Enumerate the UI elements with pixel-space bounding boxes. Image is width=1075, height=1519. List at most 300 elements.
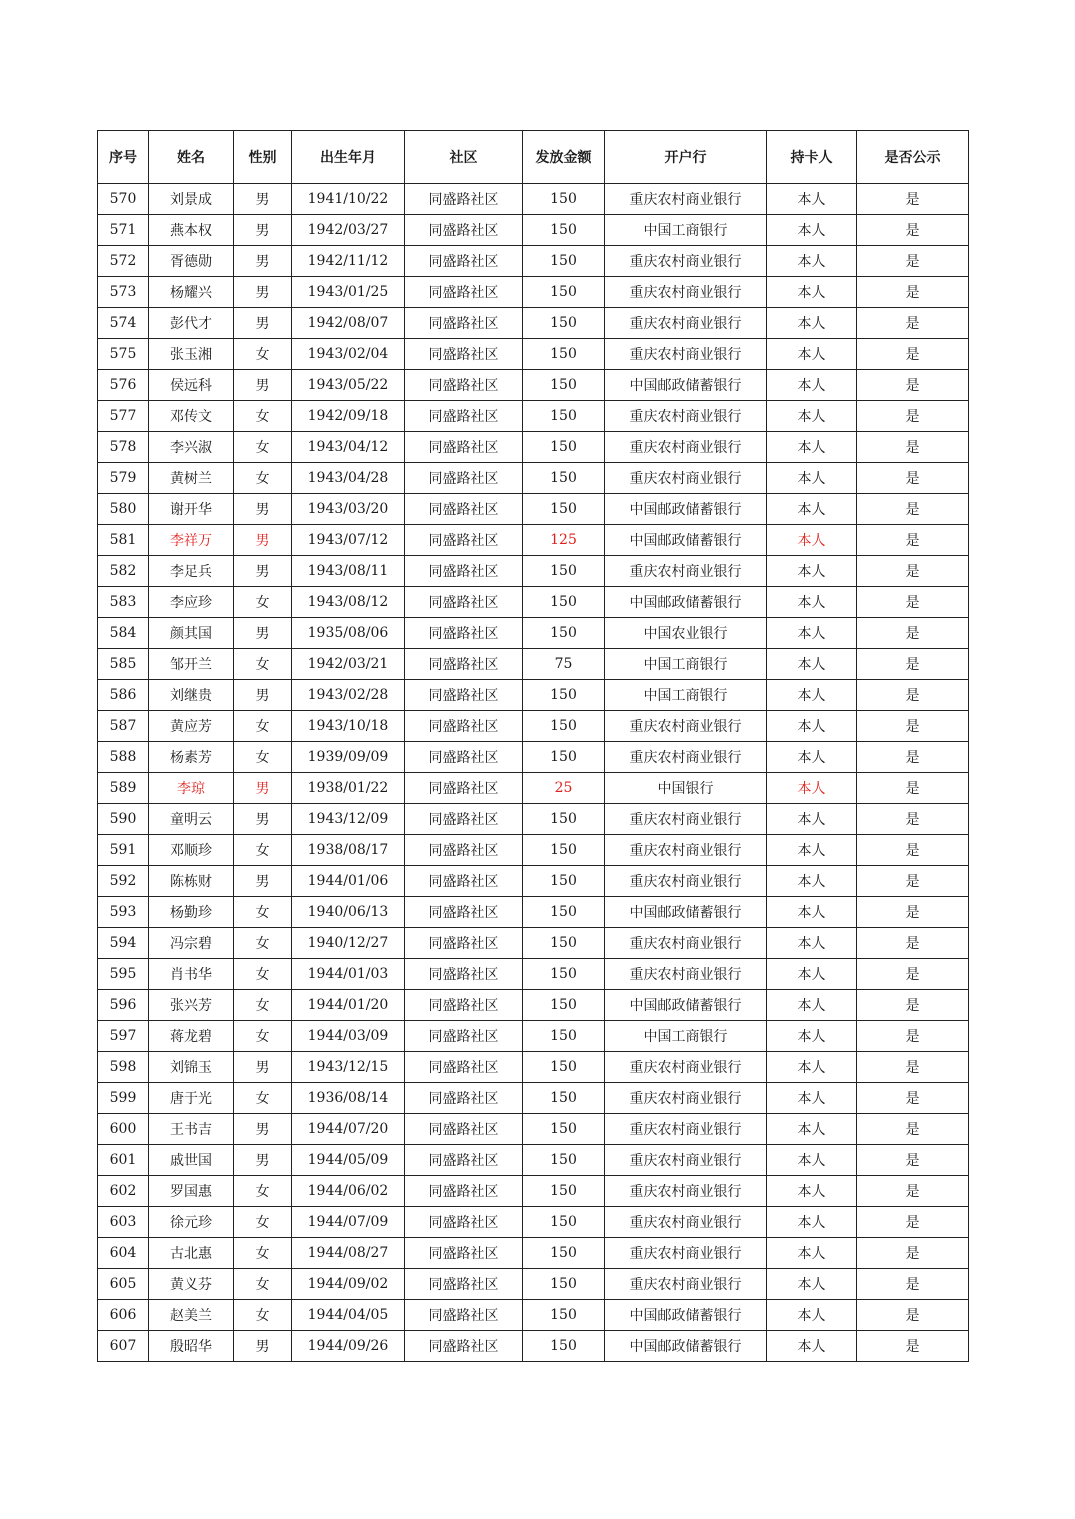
cell-community: 同盛路社区 bbox=[405, 835, 523, 866]
table-row bbox=[98, 1300, 969, 1331]
cell-amount: 150 bbox=[523, 990, 605, 1021]
table-row bbox=[98, 1083, 969, 1114]
cell-community: 同盛路社区 bbox=[405, 1207, 523, 1238]
cell-birth-date: 1944/09/02 bbox=[292, 1269, 405, 1300]
cell-publicized: 是 bbox=[857, 432, 969, 463]
cell-publicized: 是 bbox=[857, 1207, 969, 1238]
cell-birth-date: 1941/10/22 bbox=[292, 184, 405, 215]
header-gender: 性别 bbox=[234, 131, 292, 184]
cell-serial: 582 bbox=[98, 556, 149, 587]
cell-birth-date: 1943/05/22 bbox=[292, 370, 405, 401]
cell-birth-date: 1943/08/12 bbox=[292, 587, 405, 618]
cell-community: 同盛路社区 bbox=[405, 1083, 523, 1114]
table-body bbox=[98, 184, 969, 1362]
table-row bbox=[98, 277, 969, 308]
cell-amount: 150 bbox=[523, 928, 605, 959]
cell-name: 燕本权 bbox=[149, 215, 234, 246]
cell-cardholder: 本人 bbox=[767, 1083, 857, 1114]
cell-serial: 583 bbox=[98, 587, 149, 618]
cell-community: 同盛路社区 bbox=[405, 1269, 523, 1300]
cell-amount: 150 bbox=[523, 1269, 605, 1300]
cell-community: 同盛路社区 bbox=[405, 1331, 523, 1362]
cell-amount: 25 bbox=[523, 773, 605, 804]
cell-gender: 男 bbox=[234, 215, 292, 246]
cell-birth-date: 1944/03/09 bbox=[292, 1021, 405, 1052]
cell-name: 侯远科 bbox=[149, 370, 234, 401]
cell-gender: 男 bbox=[234, 618, 292, 649]
cell-gender: 女 bbox=[234, 835, 292, 866]
cell-name: 杨耀兴 bbox=[149, 277, 234, 308]
cell-community: 同盛路社区 bbox=[405, 184, 523, 215]
cell-cardholder: 本人 bbox=[767, 308, 857, 339]
cell-amount: 150 bbox=[523, 1021, 605, 1052]
cell-birth-date: 1943/12/09 bbox=[292, 804, 405, 835]
table-row bbox=[98, 370, 969, 401]
cell-publicized: 是 bbox=[857, 215, 969, 246]
cell-amount: 125 bbox=[523, 525, 605, 556]
cell-gender: 女 bbox=[234, 432, 292, 463]
cell-serial: 602 bbox=[98, 1176, 149, 1207]
table-row bbox=[98, 184, 969, 215]
cell-name: 童明云 bbox=[149, 804, 234, 835]
cell-bank: 中国银行 bbox=[605, 773, 767, 804]
cell-name: 邹开兰 bbox=[149, 649, 234, 680]
cell-amount: 150 bbox=[523, 1207, 605, 1238]
table-row bbox=[98, 215, 969, 246]
cell-cardholder: 本人 bbox=[767, 463, 857, 494]
cell-serial: 587 bbox=[98, 711, 149, 742]
cell-serial: 589 bbox=[98, 773, 149, 804]
cell-serial: 585 bbox=[98, 649, 149, 680]
cell-bank: 中国邮政储蓄银行 bbox=[605, 990, 767, 1021]
cell-cardholder: 本人 bbox=[767, 1207, 857, 1238]
cell-gender: 女 bbox=[234, 1207, 292, 1238]
cell-serial: 597 bbox=[98, 1021, 149, 1052]
cell-gender: 女 bbox=[234, 401, 292, 432]
cell-cardholder: 本人 bbox=[767, 1238, 857, 1269]
cell-gender: 女 bbox=[234, 1083, 292, 1114]
subsidy-roster-table bbox=[97, 130, 969, 1362]
cell-amount: 75 bbox=[523, 649, 605, 680]
cell-amount: 150 bbox=[523, 463, 605, 494]
cell-publicized: 是 bbox=[857, 1083, 969, 1114]
cell-community: 同盛路社区 bbox=[405, 587, 523, 618]
cell-serial: 578 bbox=[98, 432, 149, 463]
table-row bbox=[98, 463, 969, 494]
cell-community: 同盛路社区 bbox=[405, 680, 523, 711]
cell-publicized: 是 bbox=[857, 618, 969, 649]
cell-publicized: 是 bbox=[857, 1331, 969, 1362]
cell-name: 戚世国 bbox=[149, 1145, 234, 1176]
cell-community: 同盛路社区 bbox=[405, 742, 523, 773]
cell-cardholder: 本人 bbox=[767, 184, 857, 215]
cell-birth-date: 1942/03/21 bbox=[292, 649, 405, 680]
cell-amount: 150 bbox=[523, 1052, 605, 1083]
cell-bank: 重庆农村商业银行 bbox=[605, 339, 767, 370]
table-row bbox=[98, 1176, 969, 1207]
cell-serial: 599 bbox=[98, 1083, 149, 1114]
cell-gender: 男 bbox=[234, 1331, 292, 1362]
cell-community: 同盛路社区 bbox=[405, 277, 523, 308]
cell-bank: 中国邮政储蓄银行 bbox=[605, 494, 767, 525]
cell-name: 李足兵 bbox=[149, 556, 234, 587]
cell-birth-date: 1943/04/28 bbox=[292, 463, 405, 494]
table-row bbox=[98, 866, 969, 897]
cell-bank: 重庆农村商业银行 bbox=[605, 401, 767, 432]
cell-gender: 女 bbox=[234, 928, 292, 959]
cell-publicized: 是 bbox=[857, 494, 969, 525]
cell-community: 同盛路社区 bbox=[405, 401, 523, 432]
cell-birth-date: 1944/04/05 bbox=[292, 1300, 405, 1331]
cell-gender: 男 bbox=[234, 556, 292, 587]
cell-name: 李应珍 bbox=[149, 587, 234, 618]
cell-community: 同盛路社区 bbox=[405, 463, 523, 494]
cell-serial: 581 bbox=[98, 525, 149, 556]
cell-bank: 中国工商银行 bbox=[605, 1021, 767, 1052]
cell-bank: 中国工商银行 bbox=[605, 649, 767, 680]
cell-amount: 150 bbox=[523, 1331, 605, 1362]
cell-community: 同盛路社区 bbox=[405, 525, 523, 556]
cell-publicized: 是 bbox=[857, 990, 969, 1021]
cell-gender: 女 bbox=[234, 742, 292, 773]
cell-cardholder: 本人 bbox=[767, 587, 857, 618]
table-row bbox=[98, 494, 969, 525]
cell-amount: 150 bbox=[523, 1238, 605, 1269]
cell-name: 彭代才 bbox=[149, 308, 234, 339]
table-row bbox=[98, 680, 969, 711]
cell-bank: 重庆农村商业银行 bbox=[605, 1145, 767, 1176]
cell-birth-date: 1942/11/12 bbox=[292, 246, 405, 277]
cell-bank: 重庆农村商业银行 bbox=[605, 1238, 767, 1269]
cell-gender: 女 bbox=[234, 1021, 292, 1052]
cell-name: 殷昭华 bbox=[149, 1331, 234, 1362]
cell-gender: 女 bbox=[234, 897, 292, 928]
cell-bank: 重庆农村商业银行 bbox=[605, 866, 767, 897]
cell-bank: 重庆农村商业银行 bbox=[605, 928, 767, 959]
cell-community: 同盛路社区 bbox=[405, 339, 523, 370]
cell-cardholder: 本人 bbox=[767, 618, 857, 649]
cell-serial: 601 bbox=[98, 1145, 149, 1176]
cell-name: 黄应芳 bbox=[149, 711, 234, 742]
cell-amount: 150 bbox=[523, 587, 605, 618]
cell-publicized: 是 bbox=[857, 246, 969, 277]
cell-serial: 576 bbox=[98, 370, 149, 401]
cell-gender: 女 bbox=[234, 1238, 292, 1269]
cell-name: 李琼 bbox=[149, 773, 234, 804]
cell-amount: 150 bbox=[523, 804, 605, 835]
cell-bank: 重庆农村商业银行 bbox=[605, 1052, 767, 1083]
cell-publicized: 是 bbox=[857, 804, 969, 835]
cell-name: 张兴芳 bbox=[149, 990, 234, 1021]
cell-serial: 584 bbox=[98, 618, 149, 649]
cell-publicized: 是 bbox=[857, 680, 969, 711]
cell-birth-date: 1944/06/02 bbox=[292, 1176, 405, 1207]
cell-serial: 594 bbox=[98, 928, 149, 959]
cell-serial: 573 bbox=[98, 277, 149, 308]
cell-birth-date: 1943/04/12 bbox=[292, 432, 405, 463]
table-row bbox=[98, 587, 969, 618]
cell-birth-date: 1944/05/09 bbox=[292, 1145, 405, 1176]
cell-publicized: 是 bbox=[857, 742, 969, 773]
cell-birth-date: 1938/01/22 bbox=[292, 773, 405, 804]
table-row bbox=[98, 773, 969, 804]
table-row bbox=[98, 804, 969, 835]
table-row bbox=[98, 246, 969, 277]
cell-name: 赵美兰 bbox=[149, 1300, 234, 1331]
cell-amount: 150 bbox=[523, 556, 605, 587]
cell-bank: 中国邮政储蓄银行 bbox=[605, 525, 767, 556]
cell-serial: 577 bbox=[98, 401, 149, 432]
cell-birth-date: 1942/03/27 bbox=[292, 215, 405, 246]
cell-name: 李兴淑 bbox=[149, 432, 234, 463]
cell-bank: 重庆农村商业银行 bbox=[605, 742, 767, 773]
cell-bank: 重庆农村商业银行 bbox=[605, 804, 767, 835]
cell-publicized: 是 bbox=[857, 525, 969, 556]
cell-name: 邓顺珍 bbox=[149, 835, 234, 866]
cell-cardholder: 本人 bbox=[767, 215, 857, 246]
cell-birth-date: 1942/08/07 bbox=[292, 308, 405, 339]
cell-cardholder: 本人 bbox=[767, 401, 857, 432]
cell-amount: 150 bbox=[523, 1114, 605, 1145]
cell-gender: 男 bbox=[234, 494, 292, 525]
cell-publicized: 是 bbox=[857, 866, 969, 897]
cell-serial: 570 bbox=[98, 184, 149, 215]
cell-cardholder: 本人 bbox=[767, 1021, 857, 1052]
cell-serial: 600 bbox=[98, 1114, 149, 1145]
cell-amount: 150 bbox=[523, 866, 605, 897]
cell-cardholder: 本人 bbox=[767, 990, 857, 1021]
cell-birth-date: 1944/09/26 bbox=[292, 1331, 405, 1362]
table-row bbox=[98, 525, 969, 556]
cell-birth-date: 1943/12/15 bbox=[292, 1052, 405, 1083]
header-bank: 开户行 bbox=[605, 131, 767, 184]
table-row bbox=[98, 339, 969, 370]
cell-birth-date: 1944/01/03 bbox=[292, 959, 405, 990]
cell-cardholder: 本人 bbox=[767, 804, 857, 835]
cell-amount: 150 bbox=[523, 184, 605, 215]
cell-bank: 中国邮政储蓄银行 bbox=[605, 897, 767, 928]
cell-gender: 女 bbox=[234, 1269, 292, 1300]
cell-serial: 588 bbox=[98, 742, 149, 773]
cell-amount: 150 bbox=[523, 680, 605, 711]
cell-birth-date: 1943/08/11 bbox=[292, 556, 405, 587]
cell-community: 同盛路社区 bbox=[405, 1176, 523, 1207]
cell-name: 杨素芳 bbox=[149, 742, 234, 773]
cell-cardholder: 本人 bbox=[767, 1331, 857, 1362]
cell-name: 唐于光 bbox=[149, 1083, 234, 1114]
cell-cardholder: 本人 bbox=[767, 525, 857, 556]
table-row bbox=[98, 1331, 969, 1362]
cell-community: 同盛路社区 bbox=[405, 1300, 523, 1331]
cell-gender: 女 bbox=[234, 649, 292, 680]
cell-serial: 571 bbox=[98, 215, 149, 246]
cell-gender: 女 bbox=[234, 1176, 292, 1207]
cell-cardholder: 本人 bbox=[767, 1052, 857, 1083]
cell-publicized: 是 bbox=[857, 1269, 969, 1300]
cell-serial: 575 bbox=[98, 339, 149, 370]
cell-birth-date: 1943/10/18 bbox=[292, 711, 405, 742]
cell-name: 徐元珍 bbox=[149, 1207, 234, 1238]
cell-bank: 重庆农村商业银行 bbox=[605, 1269, 767, 1300]
cell-community: 同盛路社区 bbox=[405, 773, 523, 804]
cell-bank: 重庆农村商业银行 bbox=[605, 959, 767, 990]
cell-serial: 579 bbox=[98, 463, 149, 494]
cell-bank: 中国邮政储蓄银行 bbox=[605, 370, 767, 401]
table-row bbox=[98, 1238, 969, 1269]
cell-bank: 中国农业银行 bbox=[605, 618, 767, 649]
cell-gender: 男 bbox=[234, 1145, 292, 1176]
cell-bank: 重庆农村商业银行 bbox=[605, 463, 767, 494]
cell-name: 黄义芬 bbox=[149, 1269, 234, 1300]
cell-birth-date: 1940/06/13 bbox=[292, 897, 405, 928]
cell-amount: 150 bbox=[523, 711, 605, 742]
cell-community: 同盛路社区 bbox=[405, 370, 523, 401]
cell-community: 同盛路社区 bbox=[405, 866, 523, 897]
cell-publicized: 是 bbox=[857, 339, 969, 370]
cell-publicized: 是 bbox=[857, 308, 969, 339]
cell-community: 同盛路社区 bbox=[405, 990, 523, 1021]
cell-gender: 男 bbox=[234, 804, 292, 835]
cell-bank: 重庆农村商业银行 bbox=[605, 1114, 767, 1145]
cell-cardholder: 本人 bbox=[767, 1269, 857, 1300]
table-row bbox=[98, 1052, 969, 1083]
cell-bank: 中国工商银行 bbox=[605, 680, 767, 711]
cell-gender: 男 bbox=[234, 1114, 292, 1145]
cell-publicized: 是 bbox=[857, 897, 969, 928]
cell-community: 同盛路社区 bbox=[405, 432, 523, 463]
cell-serial: 593 bbox=[98, 897, 149, 928]
cell-cardholder: 本人 bbox=[767, 711, 857, 742]
cell-community: 同盛路社区 bbox=[405, 494, 523, 525]
cell-publicized: 是 bbox=[857, 1176, 969, 1207]
cell-name: 罗国惠 bbox=[149, 1176, 234, 1207]
cell-bank: 重庆农村商业银行 bbox=[605, 835, 767, 866]
cell-name: 刘锦玉 bbox=[149, 1052, 234, 1083]
cell-gender: 女 bbox=[234, 959, 292, 990]
cell-serial: 605 bbox=[98, 1269, 149, 1300]
cell-serial: 590 bbox=[98, 804, 149, 835]
cell-bank: 中国邮政储蓄银行 bbox=[605, 1300, 767, 1331]
table-row bbox=[98, 928, 969, 959]
cell-name: 张玉湘 bbox=[149, 339, 234, 370]
table-row bbox=[98, 1021, 969, 1052]
cell-publicized: 是 bbox=[857, 649, 969, 680]
cell-publicized: 是 bbox=[857, 1300, 969, 1331]
cell-amount: 150 bbox=[523, 339, 605, 370]
cell-cardholder: 本人 bbox=[767, 370, 857, 401]
cell-community: 同盛路社区 bbox=[405, 897, 523, 928]
cell-amount: 150 bbox=[523, 835, 605, 866]
cell-gender: 男 bbox=[234, 246, 292, 277]
cell-birth-date: 1938/08/17 bbox=[292, 835, 405, 866]
cell-cardholder: 本人 bbox=[767, 432, 857, 463]
cell-bank: 重庆农村商业银行 bbox=[605, 184, 767, 215]
cell-publicized: 是 bbox=[857, 184, 969, 215]
table-row bbox=[98, 1145, 969, 1176]
cell-bank: 重庆农村商业银行 bbox=[605, 432, 767, 463]
cell-gender: 男 bbox=[234, 525, 292, 556]
cell-name: 冯宗碧 bbox=[149, 928, 234, 959]
cell-publicized: 是 bbox=[857, 370, 969, 401]
cell-name: 陈栋财 bbox=[149, 866, 234, 897]
table-row bbox=[98, 1269, 969, 1300]
cell-serial: 592 bbox=[98, 866, 149, 897]
table-row bbox=[98, 618, 969, 649]
cell-birth-date: 1943/03/20 bbox=[292, 494, 405, 525]
cell-publicized: 是 bbox=[857, 1021, 969, 1052]
table-row bbox=[98, 556, 969, 587]
header-publicized: 是否公示 bbox=[857, 131, 969, 184]
cell-serial: 606 bbox=[98, 1300, 149, 1331]
cell-gender: 男 bbox=[234, 184, 292, 215]
cell-cardholder: 本人 bbox=[767, 897, 857, 928]
table-row bbox=[98, 897, 969, 928]
header-cardholder: 持卡人 bbox=[767, 131, 857, 184]
cell-name: 王书吉 bbox=[149, 1114, 234, 1145]
cell-cardholder: 本人 bbox=[767, 742, 857, 773]
cell-birth-date: 1943/07/12 bbox=[292, 525, 405, 556]
cell-gender: 男 bbox=[234, 866, 292, 897]
cell-serial: 574 bbox=[98, 308, 149, 339]
cell-cardholder: 本人 bbox=[767, 773, 857, 804]
cell-name: 颜其国 bbox=[149, 618, 234, 649]
cell-cardholder: 本人 bbox=[767, 556, 857, 587]
cell-community: 同盛路社区 bbox=[405, 959, 523, 990]
cell-cardholder: 本人 bbox=[767, 649, 857, 680]
cell-amount: 150 bbox=[523, 401, 605, 432]
cell-amount: 150 bbox=[523, 897, 605, 928]
cell-bank: 重庆农村商业银行 bbox=[605, 308, 767, 339]
cell-cardholder: 本人 bbox=[767, 494, 857, 525]
cell-name: 胥德勋 bbox=[149, 246, 234, 277]
cell-amount: 150 bbox=[523, 494, 605, 525]
cell-gender: 男 bbox=[234, 370, 292, 401]
cell-amount: 150 bbox=[523, 1176, 605, 1207]
cell-gender: 男 bbox=[234, 277, 292, 308]
table-row bbox=[98, 401, 969, 432]
cell-bank: 重庆农村商业银行 bbox=[605, 277, 767, 308]
cell-name: 古北惠 bbox=[149, 1238, 234, 1269]
cell-cardholder: 本人 bbox=[767, 1145, 857, 1176]
table-header-row bbox=[98, 131, 969, 184]
cell-gender: 男 bbox=[234, 1052, 292, 1083]
cell-community: 同盛路社区 bbox=[405, 1021, 523, 1052]
cell-serial: 604 bbox=[98, 1238, 149, 1269]
table-row bbox=[98, 990, 969, 1021]
cell-gender: 女 bbox=[234, 990, 292, 1021]
cell-gender: 男 bbox=[234, 773, 292, 804]
cell-publicized: 是 bbox=[857, 556, 969, 587]
cell-publicized: 是 bbox=[857, 1052, 969, 1083]
header-amount: 发放金额 bbox=[523, 131, 605, 184]
cell-serial: 580 bbox=[98, 494, 149, 525]
cell-gender: 女 bbox=[234, 463, 292, 494]
cell-amount: 150 bbox=[523, 618, 605, 649]
cell-amount: 150 bbox=[523, 742, 605, 773]
cell-publicized: 是 bbox=[857, 959, 969, 990]
cell-cardholder: 本人 bbox=[767, 1176, 857, 1207]
table-row bbox=[98, 835, 969, 866]
cell-community: 同盛路社区 bbox=[405, 928, 523, 959]
cell-cardholder: 本人 bbox=[767, 277, 857, 308]
cell-serial: 595 bbox=[98, 959, 149, 990]
cell-community: 同盛路社区 bbox=[405, 618, 523, 649]
cell-publicized: 是 bbox=[857, 835, 969, 866]
cell-publicized: 是 bbox=[857, 773, 969, 804]
cell-bank: 中国工商银行 bbox=[605, 215, 767, 246]
cell-amount: 150 bbox=[523, 370, 605, 401]
cell-publicized: 是 bbox=[857, 587, 969, 618]
